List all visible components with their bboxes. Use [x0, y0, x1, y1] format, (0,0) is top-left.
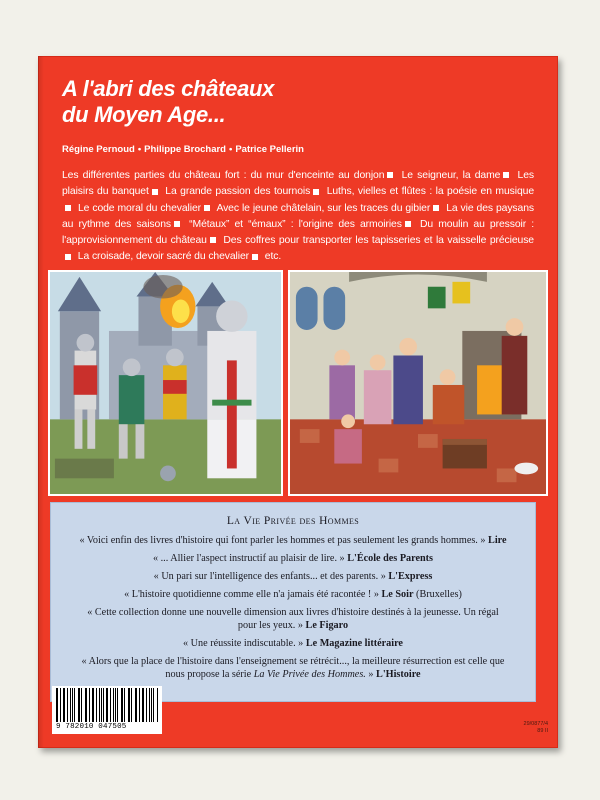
- quote-close: »: [368, 669, 374, 680]
- title-line-2: du Moyen Age...: [62, 102, 226, 127]
- barcode-bar: [99, 688, 100, 722]
- quote-text: « Voici enfin des livres d'histoire qui font parler les hommes et pas seulement les grands hommes. »: [79, 535, 486, 546]
- title-line-1: A l'abri des châteaux: [62, 76, 275, 101]
- barcode-bar: [129, 688, 130, 722]
- quote-text: « ... Allier l'aspect instructif au plaisir de lire. »: [152, 553, 345, 564]
- author-2: Philippe Brochard: [144, 144, 226, 155]
- quote-source: L'École des Parents: [347, 553, 434, 564]
- barcode-bar: [115, 688, 116, 722]
- press-quote: [79, 534, 507, 547]
- barcode-bar: [122, 688, 123, 722]
- barcode-bar: [139, 688, 140, 722]
- spine-shadow: [38, 56, 44, 748]
- quote-text: « Une réussite indiscutable. »: [183, 638, 304, 649]
- topic: Les plaisirs du banquet: [62, 170, 534, 198]
- quote-source: Le Soir: [381, 589, 414, 600]
- topic: Des coffres pour transporter les tapisseries et la vaisselle précieuse: [223, 235, 534, 247]
- printer-code: [524, 721, 548, 735]
- quote-text: « Alors que la place de l'histoire dans l'enseignement se rétrécit..., la meilleure résurrection est celle que nous propose la série: [81, 656, 505, 680]
- square-bullet-icon: [65, 205, 71, 211]
- press-quote: [79, 637, 507, 650]
- quote-source: L'Express: [388, 571, 433, 582]
- square-bullet-icon: [152, 189, 158, 195]
- topic: Le code moral du chevalier: [78, 202, 201, 214]
- topic: Le seigneur, la dame: [401, 170, 501, 181]
- topic: La vie des paysans au rythme des saisons: [62, 202, 534, 230]
- quote-source: Le Figaro: [305, 620, 349, 631]
- quote-text: « Un pari sur l'intelligence des enfants... et des parents. »: [153, 571, 386, 582]
- barcode-bar: [86, 688, 87, 722]
- topic: Les différentes parties du château fort : du mur d'enceinte au donjon: [62, 170, 385, 181]
- topic: etc.: [264, 251, 282, 263]
- barcode-bar: [60, 688, 61, 722]
- square-bullet-icon: [387, 172, 393, 178]
- press-quote: [79, 552, 507, 565]
- barcode-bar: [64, 688, 65, 722]
- square-bullet-icon: [313, 189, 319, 195]
- square-bullet-icon: [503, 172, 509, 178]
- author-1: Régine Pernoud: [62, 144, 135, 155]
- quote-source: Lire: [488, 535, 507, 546]
- topic: Avec le jeune châtelain, sur les traces du gibier: [216, 202, 431, 214]
- series-title: La Vie Privée des Hommes: [226, 515, 360, 527]
- authors: Régine Pernoud • Philippe Brochard • Patrice Pellerin: [62, 144, 304, 155]
- illustration-knights-castle: [48, 270, 283, 496]
- isbn-barcode: [52, 686, 162, 734]
- square-bullet-icon: [174, 221, 180, 227]
- square-bullet-icon: [204, 205, 210, 211]
- book-back-cover: [38, 56, 558, 748]
- square-bullet-icon: [252, 254, 258, 260]
- barcode-number: 9 782010 047505: [56, 723, 127, 731]
- author-3: Patrice Pellerin: [235, 144, 304, 155]
- barcode-bars-icon: [56, 688, 158, 722]
- knights-illustration-icon: [50, 272, 281, 494]
- barcode-bar: [74, 688, 75, 722]
- topic: “Métaux” et “émaux” : l'origine des armoiries: [189, 218, 402, 230]
- square-bullet-icon: [65, 254, 71, 260]
- square-bullet-icon: [210, 237, 216, 243]
- topic: La croisade, devoir sacré du chevalier: [77, 251, 249, 263]
- press-quote: [79, 570, 507, 583]
- quote-text: « Cette collection donne une nouvelle dimension aux livres d'histoire destinés à la jeunesse. Un régal pour les yeux. »: [87, 607, 499, 631]
- press-quote: [79, 655, 507, 681]
- printer-code-line-2: 89 II: [537, 728, 548, 734]
- barcode-bar: [107, 688, 108, 722]
- barcode-bar: [131, 688, 132, 722]
- illustration-castle-hall: [288, 270, 548, 496]
- topic: La grande passion des tournois: [165, 186, 311, 198]
- press-quote: [79, 606, 507, 632]
- quote-source: Le Magazine littéraire: [305, 638, 403, 649]
- quote-source: L'Histoire: [376, 669, 421, 680]
- topics-description: [62, 168, 534, 266]
- topic: Du moulin au pressoir : l'approvisionnement du château: [62, 218, 535, 247]
- quote-series-name: La Vie Privée des Hommes.: [253, 669, 366, 680]
- castle-hall-illustration-icon: [290, 272, 546, 494]
- barcode-bar: [72, 688, 73, 722]
- topic: Luths, vielles et flûtes : la poésie en musique: [326, 186, 534, 198]
- printer-code-line-1: 29/0877/4: [523, 721, 548, 727]
- quote-source-location: (Bruxelles): [416, 589, 462, 600]
- barcode-bar: [110, 688, 111, 722]
- square-bullet-icon: [405, 221, 411, 227]
- press-quote: [79, 588, 507, 601]
- barcode-bar: [81, 688, 82, 722]
- book-title: [62, 76, 274, 128]
- barcode-bar: [93, 688, 94, 722]
- barcode-bar: [146, 688, 147, 722]
- square-bullet-icon: [433, 205, 439, 211]
- barcode-bar: [151, 688, 152, 722]
- press-quotes-panel: [50, 502, 536, 702]
- quote-text: « L'histoire quotidienne comme elle n'a jamais été racontée ! »: [124, 589, 379, 600]
